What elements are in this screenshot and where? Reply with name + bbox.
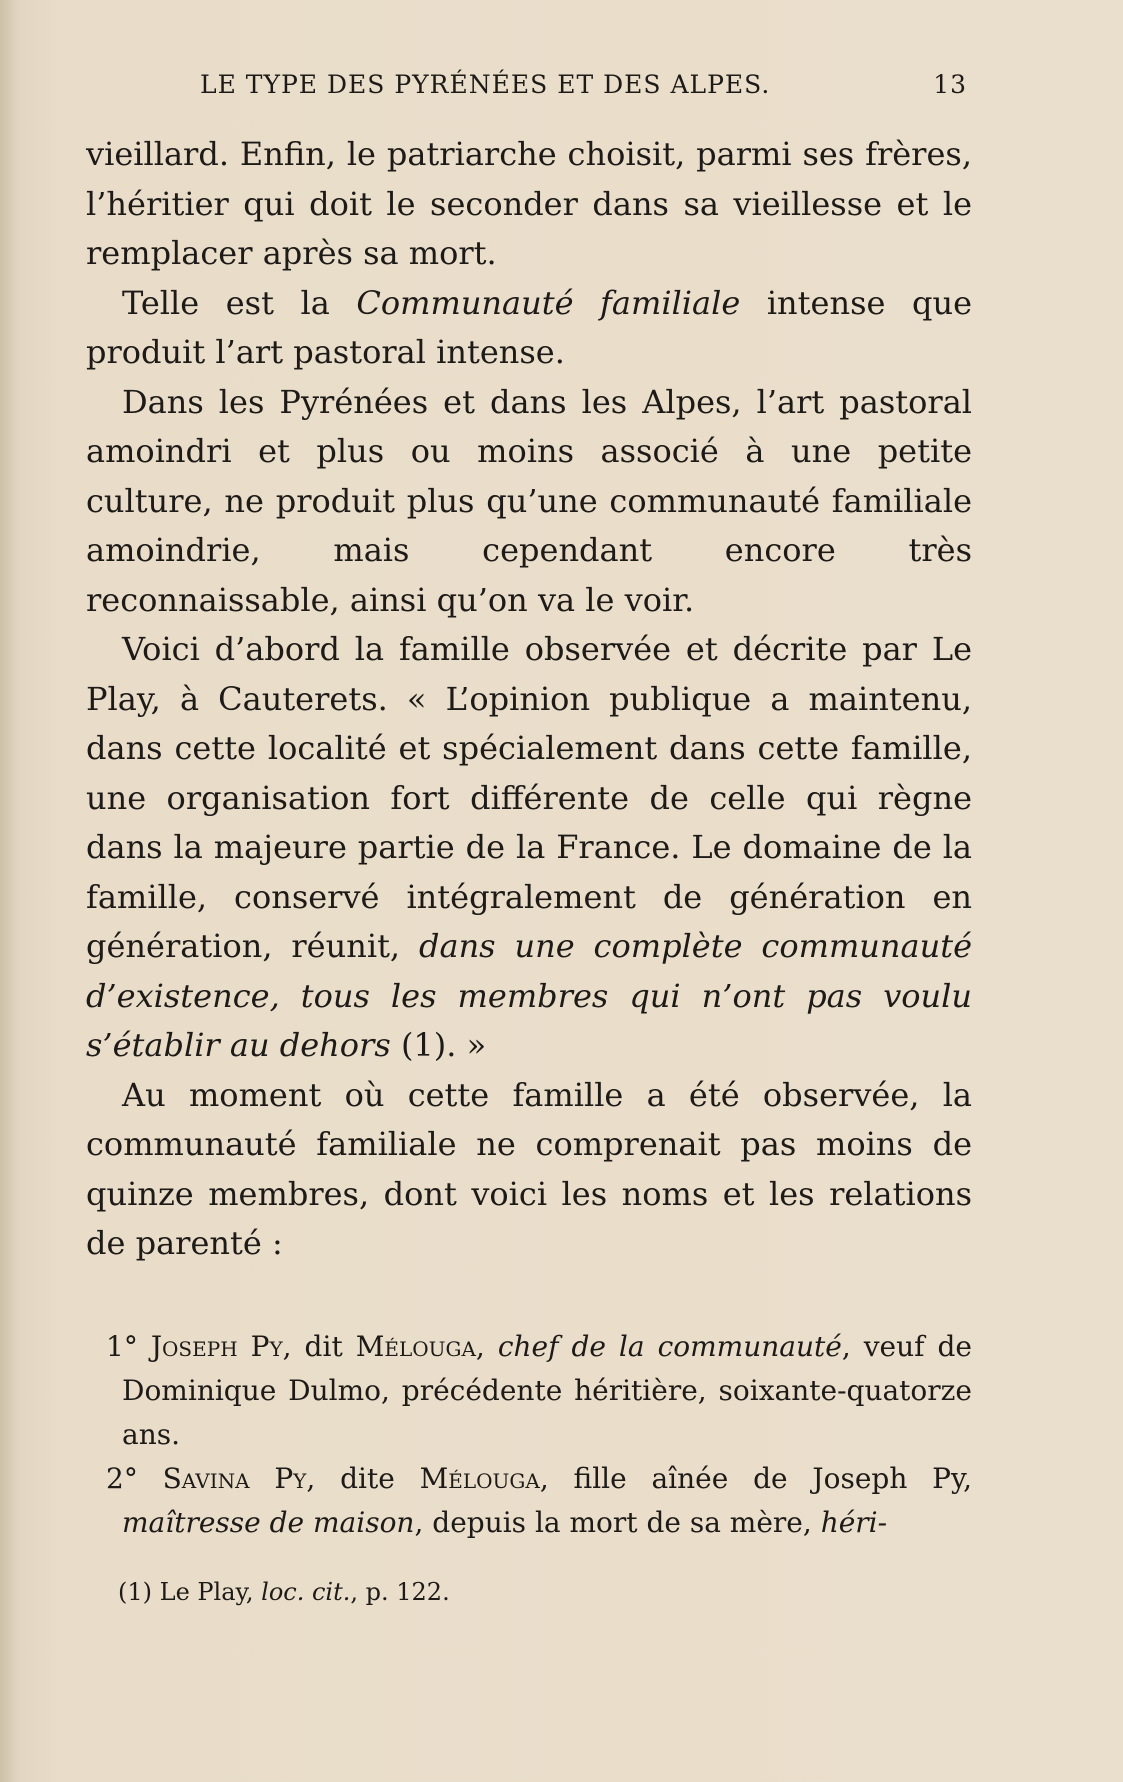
paragraph-4-italic: dans une complète communauté d’existence, tous les membres qui n’ont pas voulu s’établir au dehors	[86, 927, 973, 1064]
paragraph-2	[86, 279, 972, 378]
paragraph-4	[86, 625, 972, 1071]
list-item-text: , dite	[306, 1462, 420, 1495]
paragraph-2-text-a: Telle est la	[122, 283, 357, 322]
list-item-description-b: , depuis la mort de sa mère,	[414, 1506, 821, 1539]
paragraph-3	[86, 378, 972, 626]
paragraph-1-text: vieillard. Enfin, le patriarche choisit, parmi ses frères, l’héritier qui doit le seconder dans sa vieillesse et le remplacer après sa mort.	[86, 135, 972, 272]
member-alias: Mélouga	[419, 1462, 540, 1495]
paragraph-2-text-b: intense que produit l’art pastoral intense.	[86, 283, 973, 371]
list-item-number: 2°	[106, 1462, 163, 1495]
list-item-separator: ,	[475, 1330, 498, 1363]
paragraph-3-text: Dans les Pyrénées et dans les Alpes, l’art pastoral amoindri et plus ou moins associé à une petite culture, ne produit plus qu’une communauté familiale amoindrie, mais cependant encore très reconnaissable, ainsi qu’on va le voir.	[86, 382, 972, 619]
member-role: chef de la communauté	[497, 1330, 842, 1363]
paragraph-4-text-b: (1). »	[390, 1026, 487, 1064]
footnote-text-a: (1) Le Play,	[118, 1578, 262, 1606]
member-alias: Mélouga	[355, 1330, 476, 1363]
family-members-list	[86, 1325, 972, 1545]
member-role-continued: héri-	[820, 1506, 888, 1539]
footnote-text-b: , p. 122.	[350, 1578, 450, 1606]
paragraph-5	[86, 1071, 972, 1269]
paragraph-1	[86, 130, 972, 279]
list-item-number: 1°	[106, 1330, 151, 1363]
paragraph-2-italic: Communauté familiale	[356, 283, 741, 322]
list-item-description: , veuf de Dominique Dulmo, précédente héritière, soixante-quatorze ans.	[122, 1330, 972, 1451]
page-number: 13	[933, 70, 967, 99]
list-item	[86, 1457, 972, 1545]
member-role: maîtresse de maison	[122, 1506, 415, 1539]
running-header	[200, 70, 975, 110]
running-title: LE TYPE DES PYRÉNÉES ET DES ALPES.	[200, 70, 771, 99]
main-text	[86, 130, 972, 1269]
member-name: Savina Py	[162, 1462, 307, 1495]
list-item-text: , dit	[282, 1330, 356, 1363]
paragraph-5-text: Au moment où cette famille a été observée, la communauté familiale ne comprenait pas moins de quinze membres, dont voici les noms et les relations de parenté :	[86, 1075, 972, 1262]
list-item	[86, 1325, 972, 1457]
footnote-italic: loc. cit.	[261, 1578, 351, 1606]
list-item-description: , fille aînée de Joseph Py,	[539, 1462, 973, 1495]
paragraph-4-text-a: Voici d’abord la famille observée et décrite par Le Play, à Cauterets. « L’opinion publique a maintenu, dans cette localité et spécialement dans cette famille, une organisation fort différente de celle qui règne dans la majeure partie de la France. Le domaine de la famille, conservé intégralement de génération en génération, réunit,	[86, 630, 972, 965]
footnote	[118, 1574, 718, 1610]
member-name: Joseph Py	[150, 1330, 283, 1363]
